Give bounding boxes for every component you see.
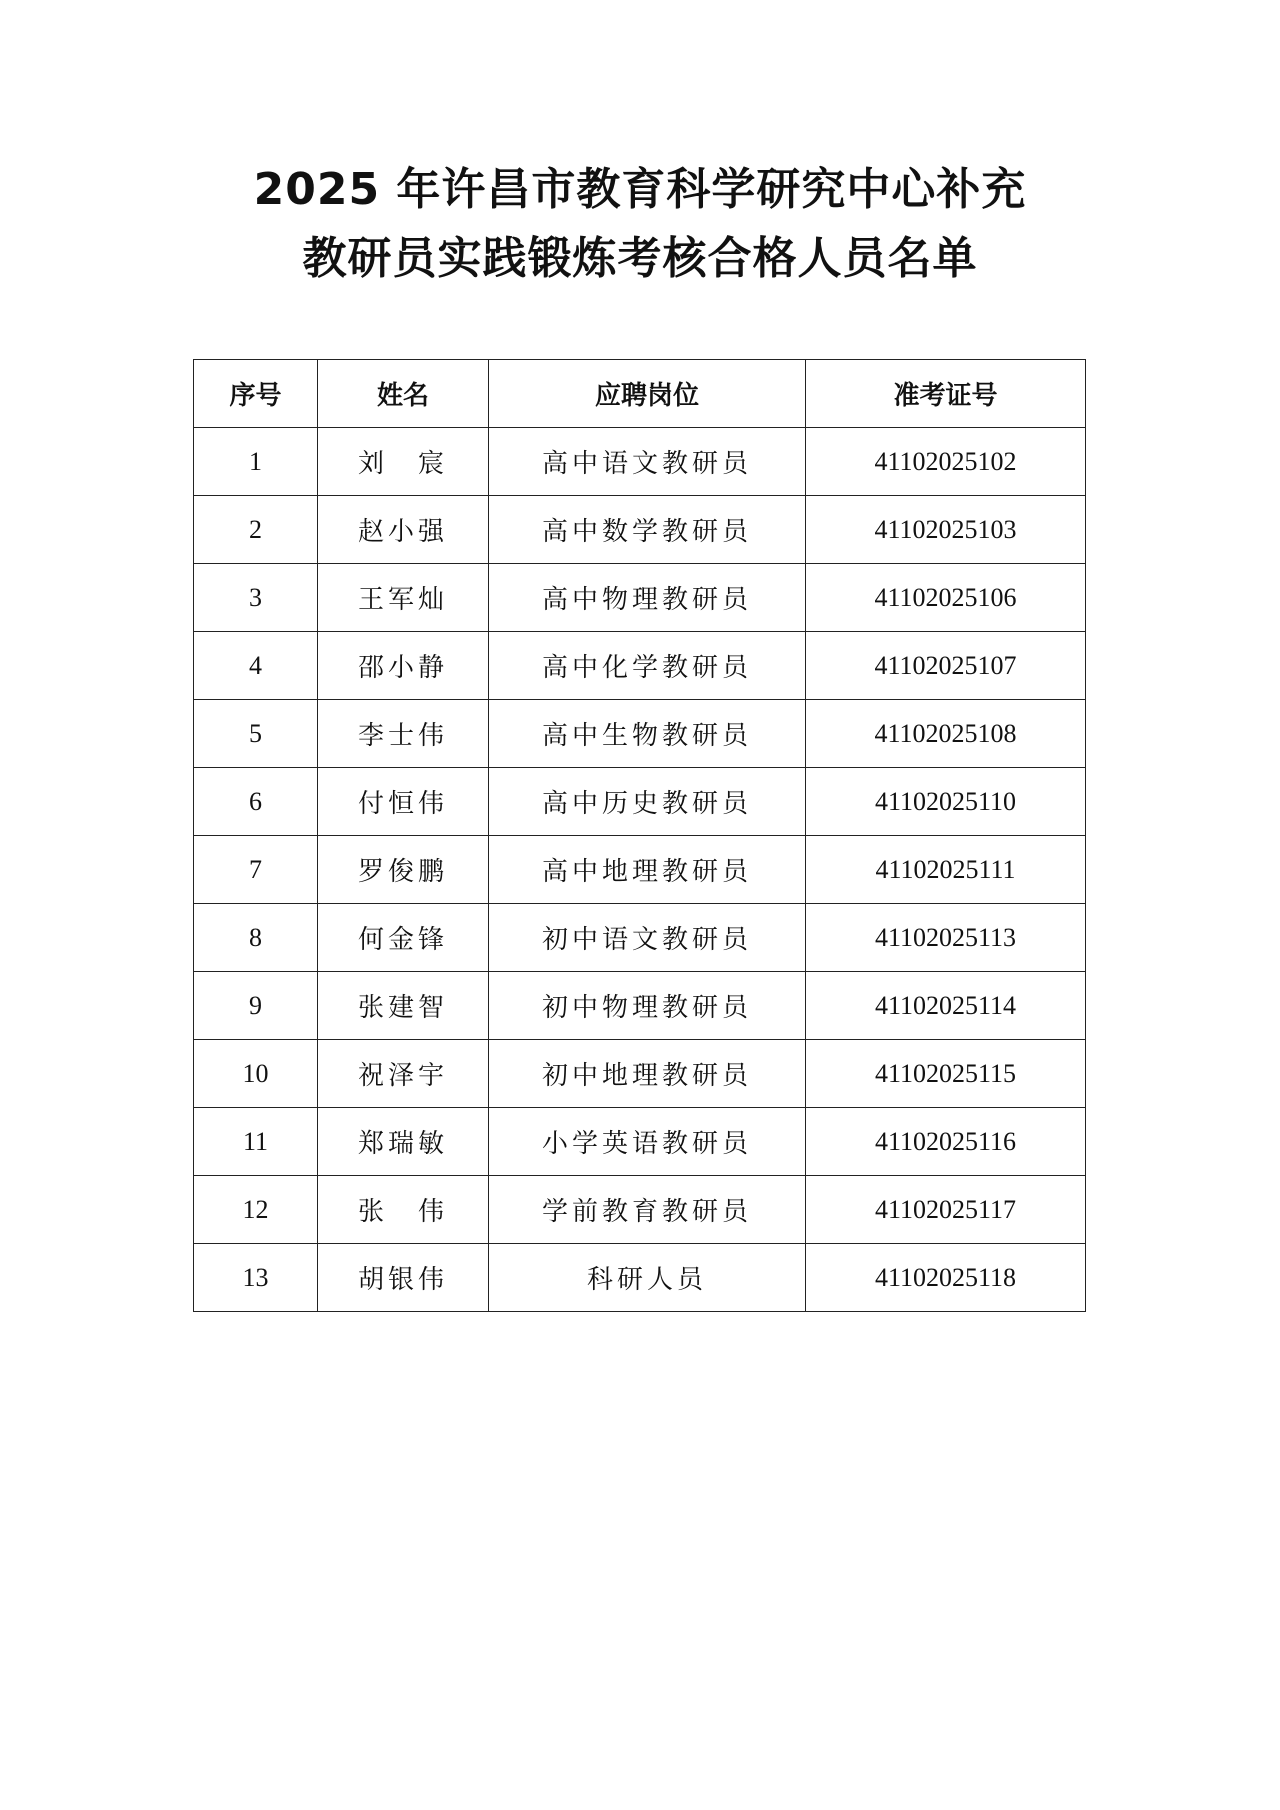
header-seq: 序号: [194, 360, 318, 428]
seq-cell: 11: [194, 1108, 318, 1176]
table-row: [194, 1108, 1086, 1176]
exam-id-cell: 41102025111: [806, 836, 1086, 904]
table-row: [194, 768, 1086, 836]
name-cell: 赵小强: [318, 496, 489, 564]
exam-id-cell: 41102025110: [806, 768, 1086, 836]
seq-cell: 12: [194, 1176, 318, 1244]
exam-id-cell: 41102025106: [806, 564, 1086, 632]
table-row: [194, 496, 1086, 564]
post-cell: 高中数学教研员: [489, 496, 806, 564]
table-row: [194, 564, 1086, 632]
name-cell: 王军灿: [318, 564, 489, 632]
exam-id-cell: 41102025113: [806, 904, 1086, 972]
exam-id-cell: 41102025115: [806, 1040, 1086, 1108]
post-cell: 高中历史教研员: [489, 768, 806, 836]
table-row: [194, 632, 1086, 700]
post-cell: 小学英语教研员: [489, 1108, 806, 1176]
post-cell: 高中生物教研员: [489, 700, 806, 768]
post-cell: 高中地理教研员: [489, 836, 806, 904]
exam-id-cell: 41102025103: [806, 496, 1086, 564]
name-cell: 付恒伟: [318, 768, 489, 836]
table-row: [194, 904, 1086, 972]
seq-cell: 10: [194, 1040, 318, 1108]
exam-id-cell: 41102025116: [806, 1108, 1086, 1176]
name-cell: 张建智: [318, 972, 489, 1040]
exam-id-cell: 41102025118: [806, 1244, 1086, 1312]
table-header-row: [194, 360, 1086, 428]
name-cell: 祝泽宇: [318, 1040, 489, 1108]
exam-id-cell: 41102025117: [806, 1176, 1086, 1244]
post-cell: 高中物理教研员: [489, 564, 806, 632]
table-row: [194, 1040, 1086, 1108]
seq-cell: 8: [194, 904, 318, 972]
exam-id-cell: 41102025108: [806, 700, 1086, 768]
name-cell: 胡银伟: [318, 1244, 489, 1312]
document-title-line-2: 教研员实践锻炼考核合格人员名单: [302, 233, 978, 284]
exam-id-cell: 41102025114: [806, 972, 1086, 1040]
post-cell: 高中化学教研员: [489, 632, 806, 700]
post-cell: 初中语文教研员: [489, 904, 806, 972]
table-row: [194, 1176, 1086, 1244]
seq-cell: 4: [194, 632, 318, 700]
post-cell: 学前教育教研员: [489, 1176, 806, 1244]
seq-cell: 6: [194, 768, 318, 836]
document-title-line-1: 2025 年许昌市教育科学研究中心补充: [253, 164, 1027, 215]
post-cell: 高中语文教研员: [489, 428, 806, 496]
table-row: [194, 836, 1086, 904]
seq-cell: 13: [194, 1244, 318, 1312]
name-cell: 何金锋: [318, 904, 489, 972]
seq-cell: 1: [194, 428, 318, 496]
table-row: [194, 700, 1086, 768]
post-cell: 科研人员: [489, 1244, 806, 1312]
name-cell: 郑瑞敏: [318, 1108, 489, 1176]
seq-cell: 5: [194, 700, 318, 768]
header-name: 姓名: [318, 360, 489, 428]
table-row: [194, 1244, 1086, 1312]
post-cell: 初中物理教研员: [489, 972, 806, 1040]
table-row: [194, 428, 1086, 496]
seq-cell: 9: [194, 972, 318, 1040]
name-cell: 罗俊鹏: [318, 836, 489, 904]
name-cell: 李士伟: [318, 700, 489, 768]
table-row: [194, 972, 1086, 1040]
name-cell: 张 伟: [318, 1176, 489, 1244]
name-cell: 邵小静: [318, 632, 489, 700]
exam-id-cell: 41102025107: [806, 632, 1086, 700]
post-cell: 初中地理教研员: [489, 1040, 806, 1108]
exam-id-cell: 41102025102: [806, 428, 1086, 496]
seq-cell: 2: [194, 496, 318, 564]
header-post: 应聘岗位: [489, 360, 806, 428]
seq-cell: 7: [194, 836, 318, 904]
qualified-personnel-table: [193, 359, 1086, 1312]
name-cell: 刘 宸: [318, 428, 489, 496]
seq-cell: 3: [194, 564, 318, 632]
header-exam-id: 准考证号: [806, 360, 1086, 428]
